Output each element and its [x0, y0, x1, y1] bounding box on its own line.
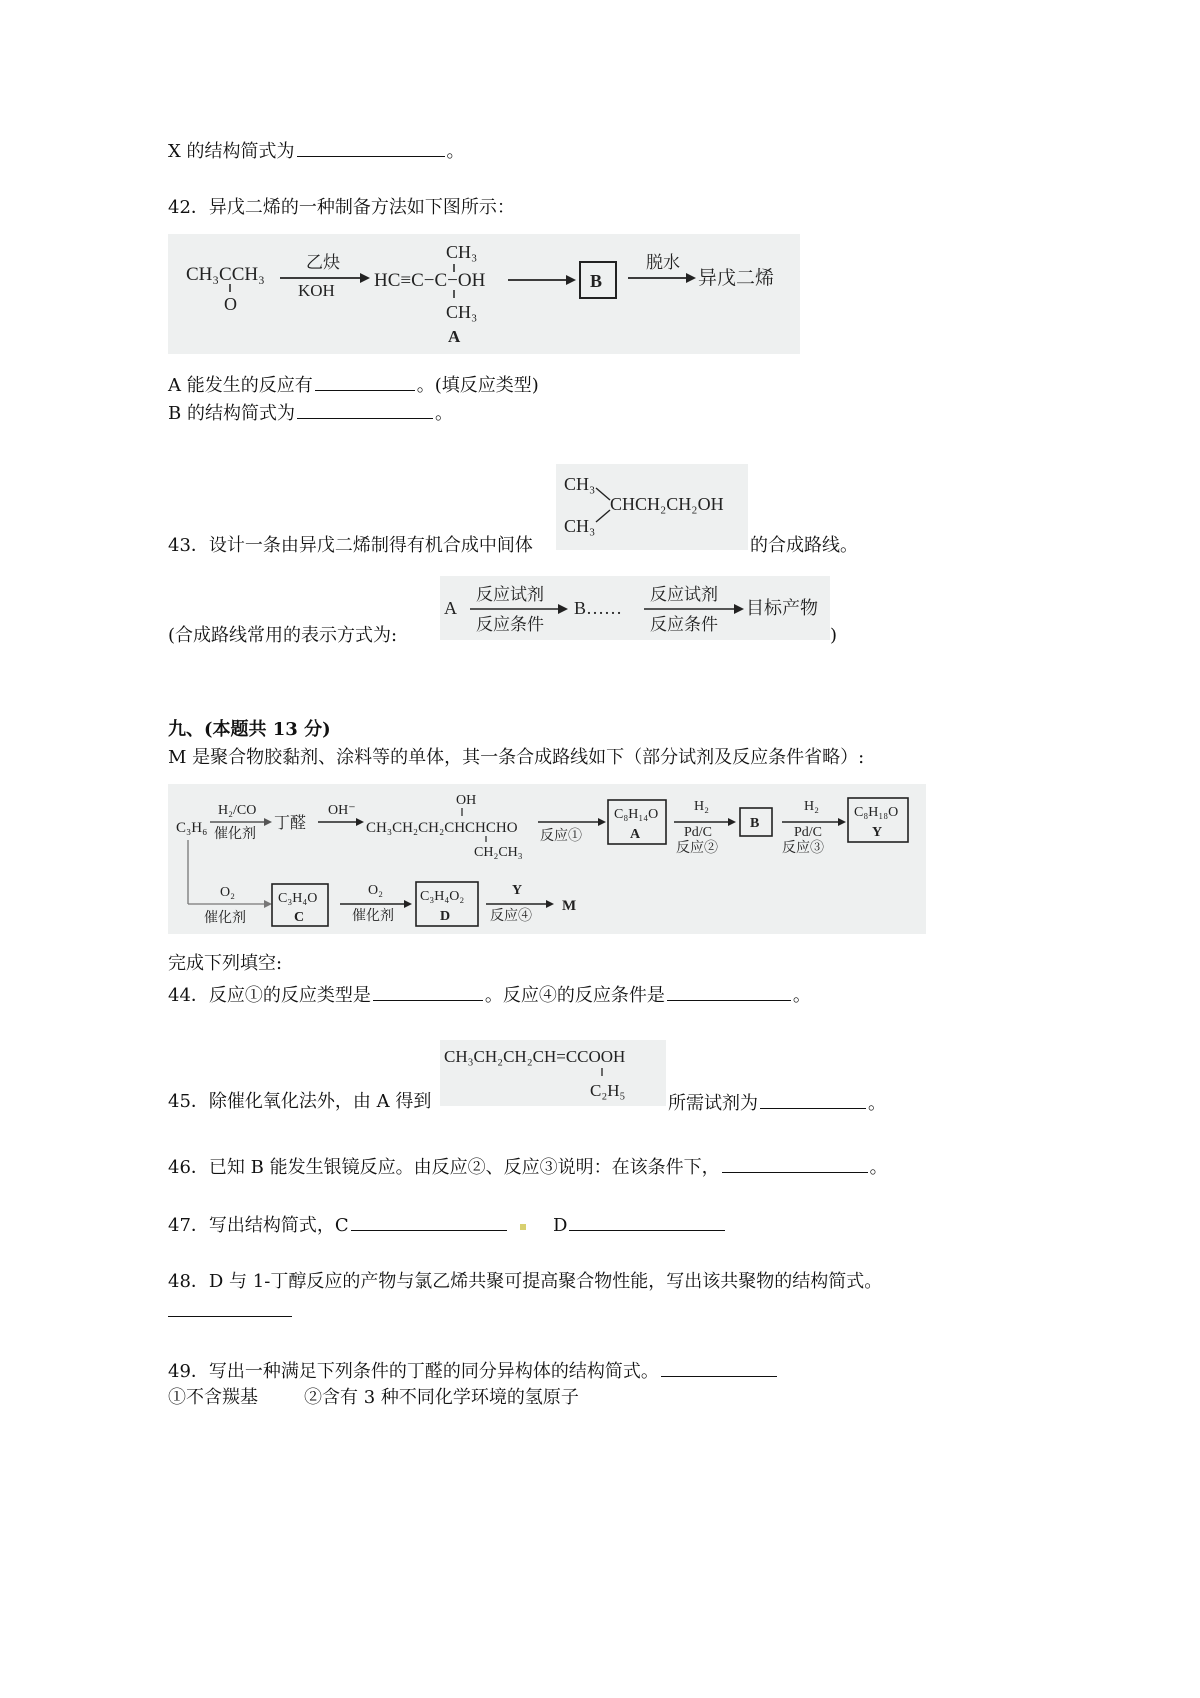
arrow-react4-head: [546, 900, 554, 908]
route-close: ): [830, 625, 838, 646]
q45-end-line: [668, 1090, 886, 1116]
q42-b-blank[interactable]: [297, 400, 433, 419]
x-structure-line: [168, 138, 465, 164]
q47-d-line: [553, 1212, 727, 1238]
acetone-oxygen: O: [224, 294, 237, 314]
fill-intro: 完成下列填空:: [168, 953, 283, 974]
product-m: M: [562, 898, 577, 914]
q46-blank[interactable]: [722, 1154, 868, 1173]
q42-b-label: B 的结构简式为: [168, 403, 295, 424]
q48-answer: [168, 1298, 292, 1324]
propene: C₃H₆: [176, 820, 208, 836]
react1-label: 反应①: [540, 829, 582, 844]
q42-stem: 42．异戊二烯的一种制备方法如下图所示：: [168, 197, 515, 218]
q46-line: [168, 1154, 888, 1180]
react4-label: 反应④: [490, 909, 532, 924]
q44-blank-1[interactable]: [373, 982, 483, 1001]
q42-a-line: [168, 372, 539, 398]
q44-blank-2[interactable]: [667, 982, 791, 1001]
y-reagent: Y: [512, 883, 523, 898]
butanal: 丁醛: [274, 815, 307, 832]
route-arrow-1-head: [558, 604, 568, 614]
box-c-label: C: [294, 910, 305, 925]
cat-2: 催化剂: [352, 909, 394, 924]
x-structure-blank[interactable]: [297, 138, 445, 157]
x-structure-label: X 的结构简式为: [168, 141, 295, 162]
label-a: A: [448, 327, 461, 346]
q48-blank[interactable]: [168, 1298, 292, 1317]
react3-label: 反应③: [782, 841, 824, 856]
pdc-1: Pd/C: [684, 825, 713, 840]
react2-label: 反应②: [676, 841, 718, 856]
arrow-react1-head: [598, 818, 606, 826]
q42-a-end: 。(填反应类型): [416, 375, 539, 396]
arrow-o2-2-head: [404, 900, 412, 908]
reagent-koh: KOH: [298, 281, 335, 300]
struct-ch3-top: CH₃: [564, 474, 596, 494]
aldol-product: CH₃CH₂CH₂CHCHCHO: [366, 820, 518, 836]
q45-blank[interactable]: [760, 1090, 866, 1109]
q42-b-line: [168, 400, 453, 426]
q45-end: 。: [868, 1093, 886, 1114]
q49-line: [168, 1358, 779, 1384]
q44-end: 。: [792, 985, 811, 1006]
r1-bottom: 催化剂: [214, 827, 256, 842]
q49-text: 49．写出一种满足下列条件的丁醛的同分异构体的结构简式。: [168, 1361, 659, 1382]
acetone-formula: CH₃CCH₃: [186, 264, 265, 285]
isoprene: 异戊二烯: [698, 268, 775, 289]
route-condition-1: 反应条件: [476, 615, 544, 634]
arrow-2-head: [566, 275, 576, 285]
ch3-top: CH₃: [446, 242, 478, 262]
box-c-formula: C₃H₄O: [278, 891, 318, 906]
arrow-react2-head: [728, 818, 736, 826]
q45-end-text: 所需试剂为: [668, 1093, 758, 1114]
section9-intro: M 是聚合物胶黏剂、涂料等的单体，其一条合成路线如下（部分试剂及反应条件省略）:: [168, 747, 865, 768]
route-reagent-2: 反应试剂: [650, 585, 718, 604]
route-b: B……: [574, 598, 623, 618]
arrow-aldol-head: [356, 818, 364, 826]
q49-cond2: ②含有 3 种不同化学环境的氢原子: [304, 1387, 579, 1408]
q46-text: 46．已知 B 能发生银镜反应。由反应②、反应③说明：在该条件下，: [168, 1157, 720, 1178]
box-b-label: B: [590, 271, 603, 291]
struct-bond-2: [596, 510, 610, 522]
q47-blank-c[interactable]: [351, 1212, 507, 1231]
aldol-oh: OH: [456, 793, 477, 808]
box-y-label: Y: [872, 825, 883, 840]
struct-ch3-bottom: CH₃: [564, 516, 596, 536]
reagent-acetylene: 乙炔: [306, 253, 340, 272]
arrow-3-head: [686, 273, 696, 283]
x-structure-end: 。: [446, 141, 465, 162]
scan-dot: [520, 1224, 526, 1230]
o2-2: O₂: [368, 883, 383, 898]
q48-line: 48．D 与 1-丁醇反应的产物与氯乙烯共聚可提高聚合物性能，写出该共聚物的结构简式。: [168, 1271, 883, 1292]
h2-2: H₂: [804, 799, 819, 814]
q42-a-blank[interactable]: [315, 372, 415, 391]
q47-text: 47．写出结构简式，C: [168, 1215, 349, 1236]
struct-bond-1: [596, 488, 610, 500]
q44-part2: 。反应④的反应条件是: [484, 985, 665, 1006]
q47-d-label: D: [553, 1215, 568, 1236]
q44-part1: 44．反应①的反应类型是: [168, 985, 371, 1006]
aldol-branch: CH₂CH₃: [474, 845, 523, 860]
q45-struct-main: CH₃CH₂CH₂CH=CCOOH: [444, 1047, 626, 1066]
section9-heading: 九、(本题共 13 分): [168, 719, 331, 740]
q46-end: 。: [869, 1157, 888, 1178]
oh-minus: OH⁻: [328, 803, 356, 818]
route-target: 目标产物: [746, 598, 818, 618]
q47-blank-d[interactable]: [569, 1212, 725, 1231]
arrow-o2-1-head: [264, 900, 272, 908]
q42-a-label: A 能发生的反应有: [168, 375, 313, 396]
m-synthesis-scheme: [168, 784, 926, 934]
cat-1: 催化剂: [204, 911, 246, 926]
q47-line: [168, 1212, 509, 1238]
o2-1: O₂: [220, 885, 235, 900]
q43-text: 43．设计一条由异戊二烯制得有机合成中间体: [168, 535, 533, 556]
route-intro: (合成路线常用的表示方式为:: [168, 625, 398, 646]
box-y-formula: C₈H₁₈O: [854, 805, 899, 820]
struct-main: CHCH₂CH₂OH: [610, 494, 724, 514]
pdc-2: Pd/C: [794, 825, 823, 840]
q44-line: [168, 982, 811, 1008]
q43-structure: [556, 464, 748, 550]
q49-blank[interactable]: [661, 1358, 777, 1377]
box-a-label: A: [630, 827, 641, 842]
reagent-dehydration: 脱水: [646, 253, 680, 272]
route-a: A: [444, 598, 457, 618]
h2-1: H₂: [694, 799, 709, 814]
route-reagent-1: 反应试剂: [476, 585, 544, 604]
route-condition-2: 反应条件: [650, 615, 718, 634]
ch3-bottom: CH₃: [446, 302, 478, 322]
box-d-formula: C₃H₄O₂: [420, 889, 465, 904]
q42-b-end: 。: [434, 403, 453, 424]
r1-top: H₂/CO: [218, 803, 257, 818]
route-format: [440, 576, 830, 640]
q43-end: 的合成路线。: [750, 535, 858, 556]
arrow-1-head: [360, 273, 370, 283]
arrow-react3-head: [838, 818, 846, 826]
q49-cond1: ①不含羰基: [168, 1387, 258, 1408]
q45-struct-branch: C₂H₅: [590, 1081, 626, 1100]
box-d-label: D: [440, 909, 451, 924]
alkynol-formula: HC≡C−C−OH: [374, 270, 486, 291]
route-arrow-2-head: [734, 604, 744, 614]
box-a-formula: C₈H₁₄O: [614, 807, 659, 822]
arrow-r1-head: [264, 818, 272, 826]
q45-structure: [440, 1040, 666, 1106]
box-b2-label: B: [750, 816, 760, 831]
isoprene-scheme: [168, 234, 800, 354]
q45-line: 45．除催化氧化法外，由 A 得到: [168, 1091, 432, 1112]
q43-line: [168, 534, 533, 558]
